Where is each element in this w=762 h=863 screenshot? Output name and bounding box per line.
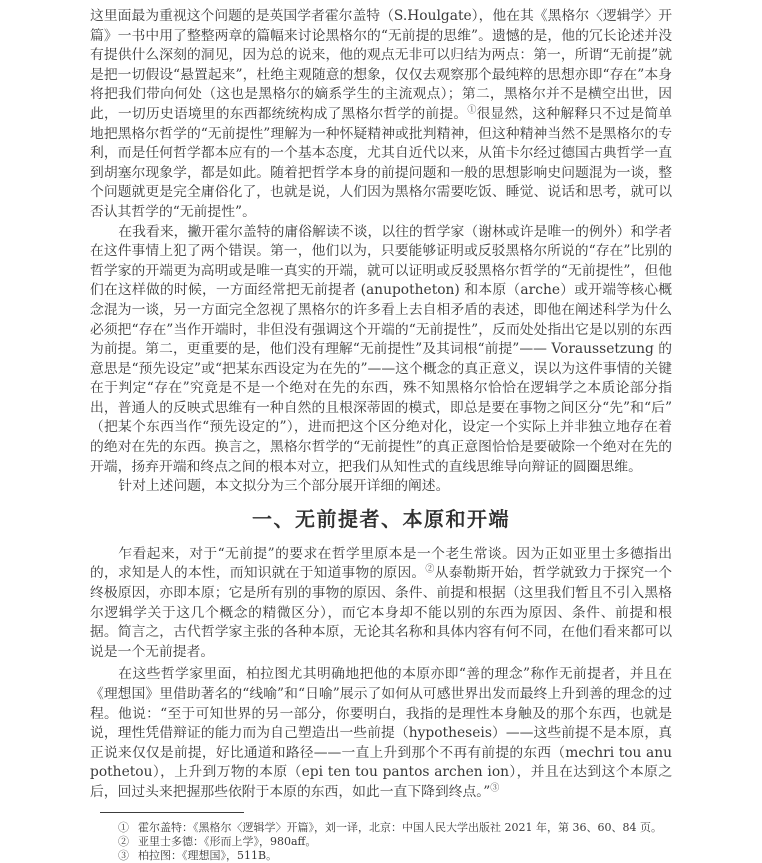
- footnote-marker: ②: [118, 834, 129, 848]
- footnote-ref: ①: [467, 105, 477, 116]
- footnote-text: 柏拉图：《理想国》，511B。: [138, 848, 278, 862]
- body-paragraph-5: 在这些哲学家里面，柏拉图尤其明确地把他的本原亦即“善的理念”称作无前提者，并且在《理想国》里借助著名的“线喻”和“日喻”展示了如何从可感世界出发而最终上升到善的理念的过程。他说：“至于可知世界的另一部分，你要明白，我指的是理性本身触及的那个东西，也就是说，理性凭借辩证的能力而为自己塑造出一些前提（hypotheseis）——这些前提不是本原，真正说来仅仅是前提，好比通道和路径——一直上升到那个不再有前提的东西（mechri tou anupothetou），上升到万物的本原（epi ten tou pantos archen ion），并且在达到这个本原之后，回过头来把握那些依附于本原的东西，如此一直下降到终点。”③: [90, 666, 672, 800]
- footnote-ref: ②: [425, 564, 435, 575]
- footnote-item: [90, 835, 672, 849]
- footnote-divider: [100, 812, 244, 813]
- body-paragraph-3: 针对上述问题，本文拟分为三个部分展开详细的阐述。: [118, 478, 450, 495]
- body-paragraph-1: 这里面最为重视这个问题的是英国学者霍尔盖特（S.Houlgate），他在其《黑格尔〈逻辑学〉开篇》一书中用了整整两章的篇幅来讨论黑格尔的“无前提的思维”。遗憾的是，他的冗长论述并没有提供什么深刻的洞见，因为总的说来，他的观点无非可以归结为两点：第一，所谓“无前提”就是把一切假设“悬置起来”，杜绝主观随意的想象，仅仅去观察那个最纯粹的思想亦即“存在”本身将把我们带向何处（这也是黑格尔的嫡系学生的主流观点）；第二，黑格尔并不是横空出世，因此，一切历史语境里的东西都统统构成了黑格尔哲学的前提。①很显然，这种解释只不过是简单地把黑格尔哲学的“无前提性”理解为一种怀疑精神或批判精神，但这种精神当然不是黑格尔的专利，而是任何哲学都本应有的一个基本态度，尤其自近代以来，从笛卡尔经过德国古典哲学一直到胡塞尔现象学，都是如此。随着把哲学本身的前提问题和一般的思想影响史问题混为一谈，整个问题就更是完全庸俗化了，也就是说，人们因为黑格尔需要吃饭、睡觉、说话和思考，就可以否认其哲学的“无前提性”。: [90, 8, 673, 220]
- footnote-item: [90, 821, 672, 835]
- footnotes-section: [90, 812, 672, 863]
- body-paragraph-4: 乍看起来，对于“无前提”的要求在哲学里原本是一个老生常谈。因为正如亚里士多德指出的，求知是人的本性，而知识就在于知道事物的原因。②从泰勒斯开始，哲学就致力于探究一个终极原因，亦即本原；它是所有别的事物的原因、条件、前提和根据（这里我们暂且不引入黑格尔逻辑学关于这几个概念的精微区分），而它本身却不能以别的东西为原因、条件、前提和根据。简言之，古代哲学家主张的各种本原，无论其名称和具体内容有何不同，在他们看来都可以说是一个无前提者。: [90, 545, 672, 660]
- footnote-marker: ①: [118, 820, 129, 834]
- section-heading: 一、无前提者、本原和开端: [252, 506, 510, 531]
- footnote-ref: ③: [490, 783, 500, 794]
- footnote-text: 霍尔盖特：《黑格尔〈逻辑学〉开篇》，刘一译，北京：中国人民大学出版社 2021 年，第 36、60、84 页。: [138, 820, 662, 834]
- body-paragraph-2: 在我看来，撇开霍尔盖特的庸俗解读不谈，以往的哲学家（谢林或许是唯一的例外）和学者在这件事情上犯了两个错误。第一，他们以为，只要能够证明或反驳黑格尔所说的“存在”比别的哲学家的开端更为高明或是唯一真实的开端，就可以证明或反驳黑格尔哲学的“无前提性”，但他们在这样做的时候，一方面经常把无前提者 (anupotheton) 和本原（arche）或开端等核心概念混为一谈，另一方面完全忽视了黑格尔的许多看上去自相矛盾的表述，即他在阐述科学为什么必须把“存在”当作开端时，非但没有强调这个开端的“无前提性”，反而处处指出它是以别的东西为前提。第二，更重要的是，他们没有理解“无前提性”及其词根“前提”—— Voraussetzung 的意思是“预先设定”或“把某东西设定为在先的”——这个概念的真正意义，误以为这件事情的关键在于判定“存在”究竟是不是一个绝对在先的东西，殊不知黑格尔恰恰在逻辑学之本质论部分指出，普通人的反映式思维有一种自然的且根深蒂固的模式，即总是要在事物之间区分“先”和“后”（把某个东西当作“预先设定的”），进而把这个区分绝对化，设定一个实际上并非独立地存在着的绝对在先的东西。换言之，黑格尔哲学的“无前提性”的真正意图恰恰是要破除一个绝对在先的开端，扬弃开端和终点之间的根本对立，把我们从知性式的直线思维导向辩证的圆圈思维。: [90, 223, 672, 475]
- footnote-marker: ③: [118, 848, 129, 862]
- footnote-text: 亚里士多德：《形而上学》，980aff。: [138, 834, 317, 848]
